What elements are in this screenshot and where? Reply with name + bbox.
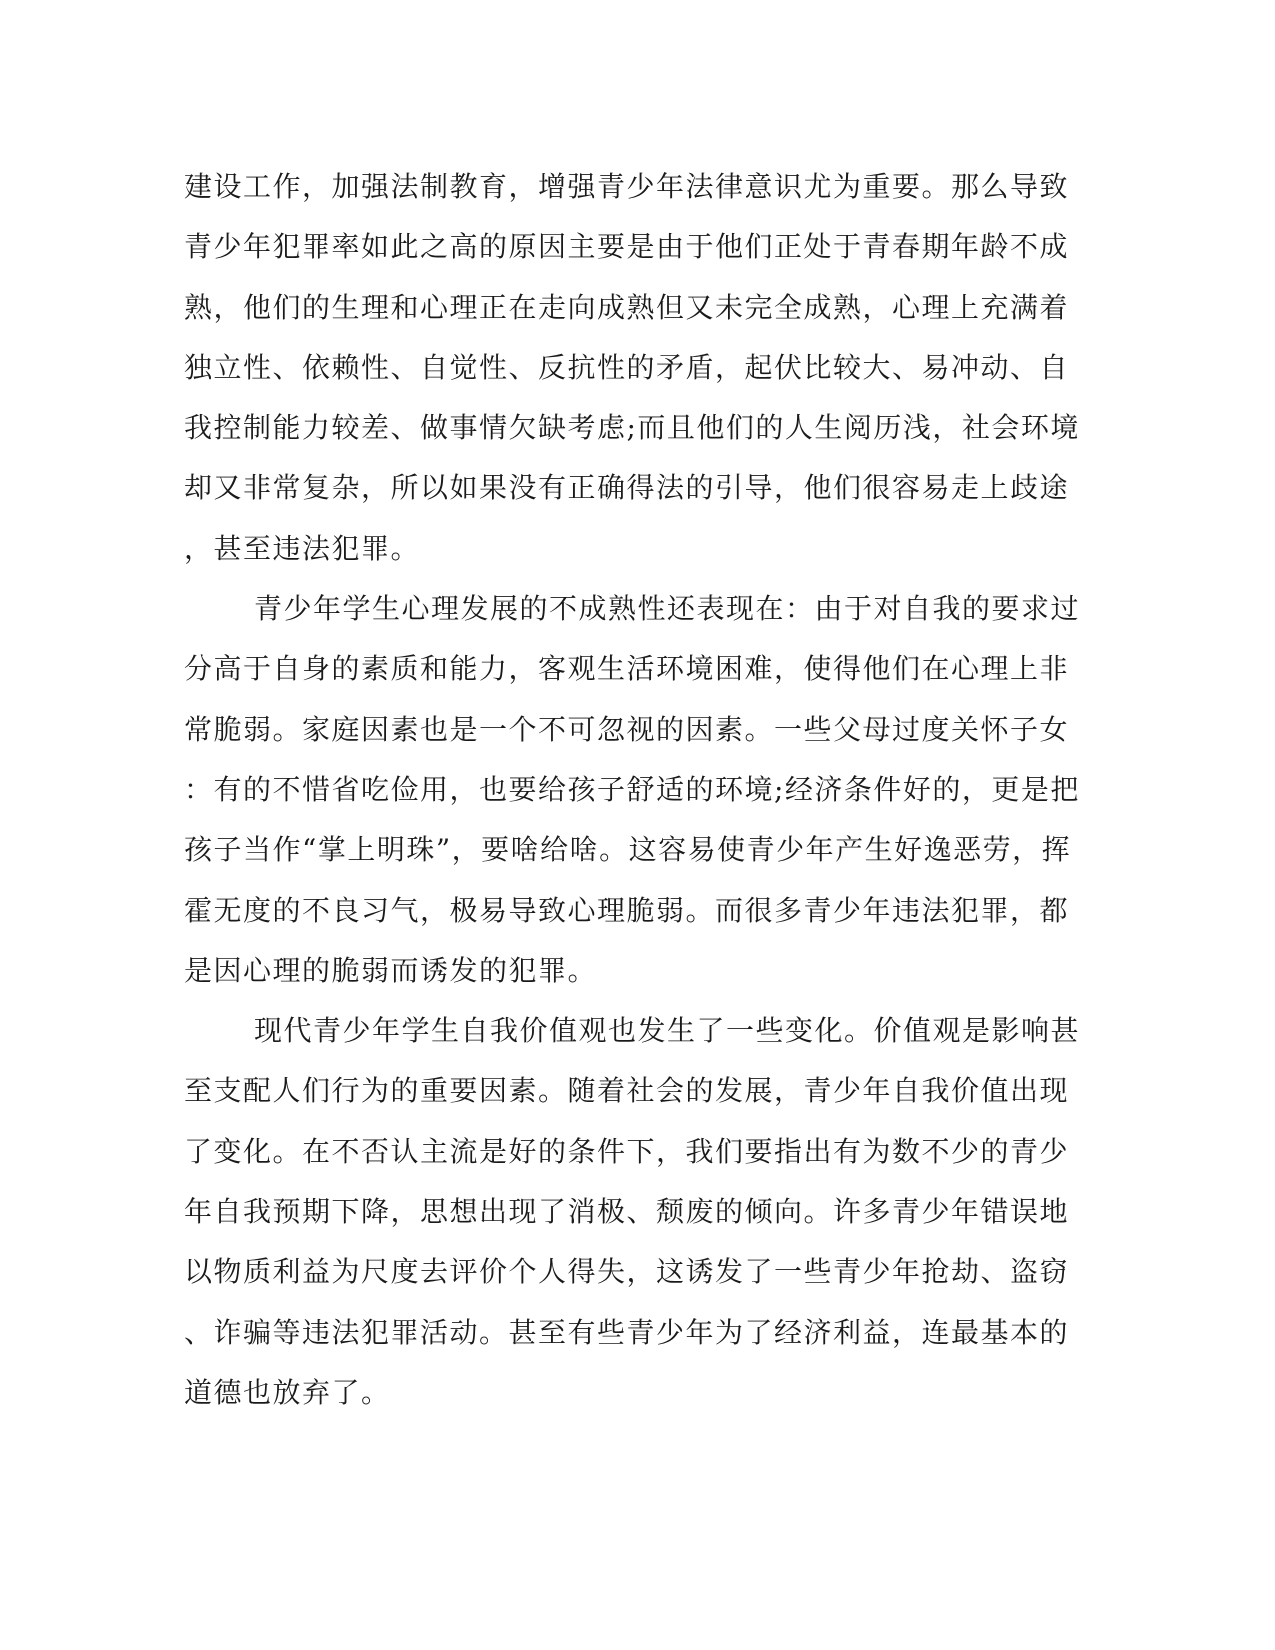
- text-line: 常脆弱。家庭因素也是一个不可忽视的因素。一些父母过度关怀子女: [184, 712, 1070, 746]
- text-line: 以物质利益为尺度去评价个人得失，这诱发了一些青少年抢劫、盗窃: [184, 1255, 1070, 1289]
- text-line: 孩子当作“掌上明珠”，要啥给啥。这容易使青少年产生好逸恶劳，挥: [184, 833, 1072, 867]
- text-line: 建设工作，加强法制教育，增强青少年法律意识尤为重要。那么导致: [184, 170, 1070, 203]
- paragraph-3: [184, 1001, 1081, 1423]
- text-line: ，甚至违法犯罪。: [184, 531, 421, 565]
- text-line: 、诈骗等违法犯罪活动。甚至有些青少年为了经济利益，连最基本的: [184, 1315, 1070, 1349]
- text-line: 熟，他们的生理和心理正在走向成熟但又未完全成熟，心理上充满着: [184, 290, 1070, 324]
- text-line: 却又非常复杂，所以如果没有正确得法的引导，他们很容易走上歧途: [184, 471, 1070, 505]
- text-line: 分高于自身的素质和能力，客观生活环境困难，使得他们在心理上非: [184, 652, 1070, 686]
- text-line: 现代青少年学生自我价值观也发生了一些变化。价值观是影响甚: [254, 1014, 1081, 1048]
- text-line: 青少年犯罪率如此之高的原因主要是由于他们正处于青春期年龄不成: [184, 230, 1070, 264]
- text-line: 道德也放弃了。: [184, 1375, 391, 1409]
- text-line: 是因心理的脆弱而诱发的犯罪。: [184, 953, 598, 987]
- text-line: 年自我预期下降，思想出现了消极、颓废的倾向。许多青少年错误地: [184, 1195, 1070, 1229]
- text-line: 至支配人们行为的重要因素。随着社会的发展，青少年自我价值出现: [184, 1074, 1070, 1108]
- text-line: ：有的不惜省吃俭用，也要给孩子舒适的环境;经济条件好的，更是把: [184, 772, 1080, 806]
- document-body: [184, 157, 1081, 1423]
- text-line: 我控制能力较差、做事情欠缺考虑;而且他们的人生阅历浅，社会环境: [184, 411, 1080, 445]
- text-line: 了变化。在不否认主流是好的条件下，我们要指出有为数不少的青少: [184, 1134, 1070, 1168]
- text-line: 独立性、依赖性、自觉性、反抗性的矛盾，起伏比较大、易冲动、自: [184, 350, 1070, 384]
- paragraph-2: [184, 579, 1081, 1001]
- paragraph-1: [184, 157, 1080, 579]
- text-line: 霍无度的不良习气，极易导致心理脆弱。而很多青少年违法犯罪，都: [184, 893, 1070, 927]
- text-line: 青少年学生心理发展的不成熟性还表现在：由于对自我的要求过: [254, 592, 1081, 626]
